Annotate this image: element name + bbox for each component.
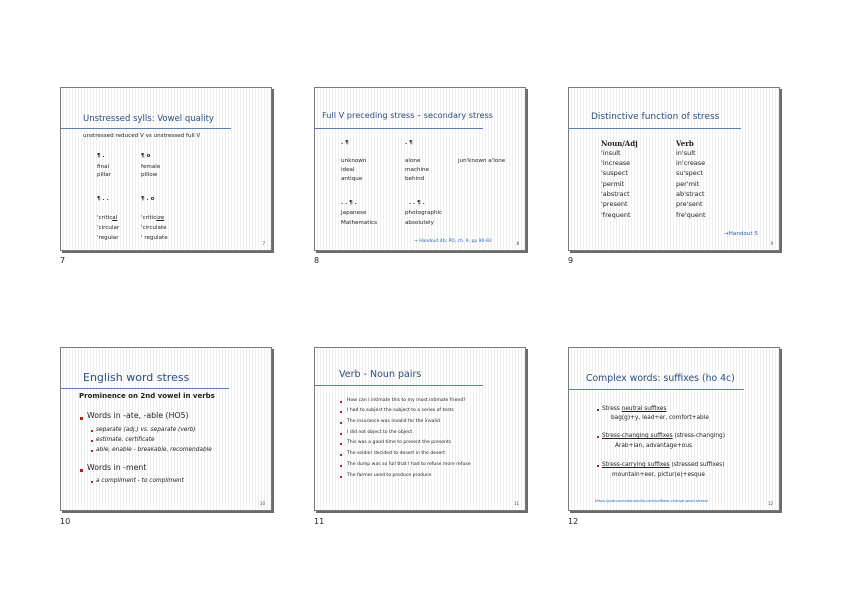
handout-link[interactable]: →Handout 5 [724,231,758,237]
slide-page-number: 8 [516,241,519,246]
handout-link[interactable]: → Handout 4b; PD, ch. 9, pp 90-92 [414,239,492,244]
slide-number: 9 [568,256,574,265]
slide-10[interactable] [60,347,272,511]
list-item: This was a good time to present the presents [347,440,452,445]
bullet-text [602,462,724,469]
bullet-suffix: (stressed suffixes) [669,462,725,468]
term-neutral-suffixes: neutral suffixes [621,406,667,412]
word: 'insult [601,149,621,157]
bullet-icon [91,440,93,442]
slide-11[interactable] [314,347,526,511]
word: jun'known a'lone [458,158,506,164]
list-item: The dump was so full that I had to refuse more refuse [347,462,471,467]
slide-title: Verb - Noun pairs [339,369,422,380]
word: 'present [601,200,628,208]
bullet-subtext: estimate, certificate [96,437,155,443]
bullet-icon [597,436,599,438]
bullet-icon [91,450,93,452]
word: Mathematics [341,220,378,226]
title-rule [569,389,744,390]
slide-title: English word stress [83,371,190,384]
word-suffix: ize [156,215,165,221]
word: ideal [341,167,355,173]
stress-mark: ¶ o [141,153,151,159]
reference-link[interactable]: https://pronunciationstudio.com/suffixes-change-word-stress/ [595,499,709,503]
word: su'spect [676,169,703,177]
bullet-icon [340,465,342,467]
word: pillar [97,172,111,178]
stress-mark: ¶ . . [97,196,109,202]
slide-12[interactable] [568,347,780,511]
word: 'increase [601,159,631,167]
slide-number: 8 [314,256,320,265]
word: unknown [341,158,367,164]
bullet-text: Words in -ment [87,463,147,472]
word: 'suspect [601,169,628,177]
stress-mark: . ¶ [341,140,349,146]
bullet-icon [340,476,342,478]
list-item: How can I intimate this to my most intimate friend? [347,398,466,403]
bullet-text: Words in -ate, -able (HO5) [87,411,189,420]
example-line: bag(g)+y, lead+er, comfort+able [611,415,709,421]
word: ' regulate [141,235,168,241]
word: machine [405,167,430,173]
bullet-subtext: a compliment - to compliment [96,478,184,484]
title-rule [61,128,231,129]
bullet-icon [340,433,342,435]
word: 'circular [97,225,120,231]
word: behind [405,176,425,182]
bullet-text [602,433,725,440]
word [97,215,117,221]
stress-mark: ¶ . [97,153,105,159]
word: photographic [405,210,443,216]
slide-title: Distinctive function of stress [591,112,720,122]
bullet-icon [597,409,599,411]
example-line: mountain+eer, pictur(e)+esque [612,472,705,478]
bullet-suffix: (stress-changing) [672,433,725,439]
word: pre'sent [676,200,703,208]
bullet-text [602,406,666,413]
title-rule [569,128,741,129]
word: fre'quent [676,211,706,219]
title-rule [315,385,483,386]
word-stem: 'critic [141,215,157,221]
bullet-icon [80,417,83,420]
example-line: Arab+ian, advantage+ous [615,443,693,449]
stress-mark: . ¶ [405,140,413,146]
word: alone [405,158,421,164]
bullet-icon [340,443,342,445]
word: ab'stract [676,190,705,198]
word: female [141,164,161,170]
bullet-icon [340,411,342,413]
title-rule [61,388,229,389]
bullet-subtext: able, enable - breakable, recomendable [96,447,212,453]
slide-page-number: 9 [770,241,773,246]
column-header: Noun/Adj [601,139,638,148]
word-suffix: al [112,215,118,221]
word [141,215,164,221]
word: final [97,164,110,170]
slide-number: 10 [60,517,71,526]
word: 'circulate [141,225,167,231]
slide-page-number: 7 [262,241,265,246]
slide-page-number: 12 [767,501,773,506]
list-item: The soldier decided to desert in the desert [347,451,445,456]
bullet-icon [91,481,93,483]
list-item: The insurance was invalid for the invalid [347,419,440,424]
word-stem: 'critic [97,215,113,221]
word: 'frequent [601,211,631,219]
slide-page-number: 11 [513,501,519,506]
stress-mark: . . ¶ . [341,200,357,206]
slide-number: 11 [314,517,325,526]
column-header: Verb [676,139,694,148]
word: absolutely [405,220,434,226]
slide-subtitle: Prominence on 2nd vowel in verbs [79,392,215,400]
bullet-prefix: Stress [602,406,622,412]
slide-number: 12 [568,517,579,526]
word: pillow [141,172,158,178]
bullet-icon [340,454,342,456]
slide-page-number: 10 [259,501,265,506]
term-stress-carrying: Stress-carrying suffixes [602,462,670,468]
word: Japanese [341,210,367,216]
word: 'abstract [601,190,630,198]
word: antique [341,176,363,182]
slide-subtitle: unstressed reduced V vs unstressed full V [83,133,201,139]
stress-mark: . . ¶ . [409,200,425,206]
list-item: I had to subject the subject to a series of tests [347,408,454,413]
word: 'regular [97,235,119,241]
word: per'mit [676,180,700,188]
list-item: The farmer used to produce produce [347,473,432,478]
title-rule [315,128,483,129]
slide-title: Full V preceding stress – secondary stress [322,110,494,120]
bullet-icon [597,465,599,467]
term-stress-changing: Stress-changing suffixes [602,433,673,439]
slide-9[interactable] [568,87,780,251]
list-item: I did not object to the object [347,430,413,435]
bullet-subtext: separate (adj.) vs. separate (verb) [96,427,196,433]
bullet-icon [340,422,342,424]
bullet-icon [91,430,93,432]
word: 'permit [601,180,625,188]
slide-number: 7 [60,256,66,265]
bullet-icon [340,401,342,403]
bullet-icon [80,469,83,472]
stress-mark: ¶ . o [141,196,155,202]
slide-title: Complex words: suffixes (ho 4c) [586,373,735,384]
slide-title: Unstressed sylls: Vowel quality [83,114,214,124]
slide-7[interactable] [60,87,272,251]
word: in'crease [676,159,706,167]
word: in'sult [676,149,696,157]
slide-8[interactable] [314,87,526,251]
